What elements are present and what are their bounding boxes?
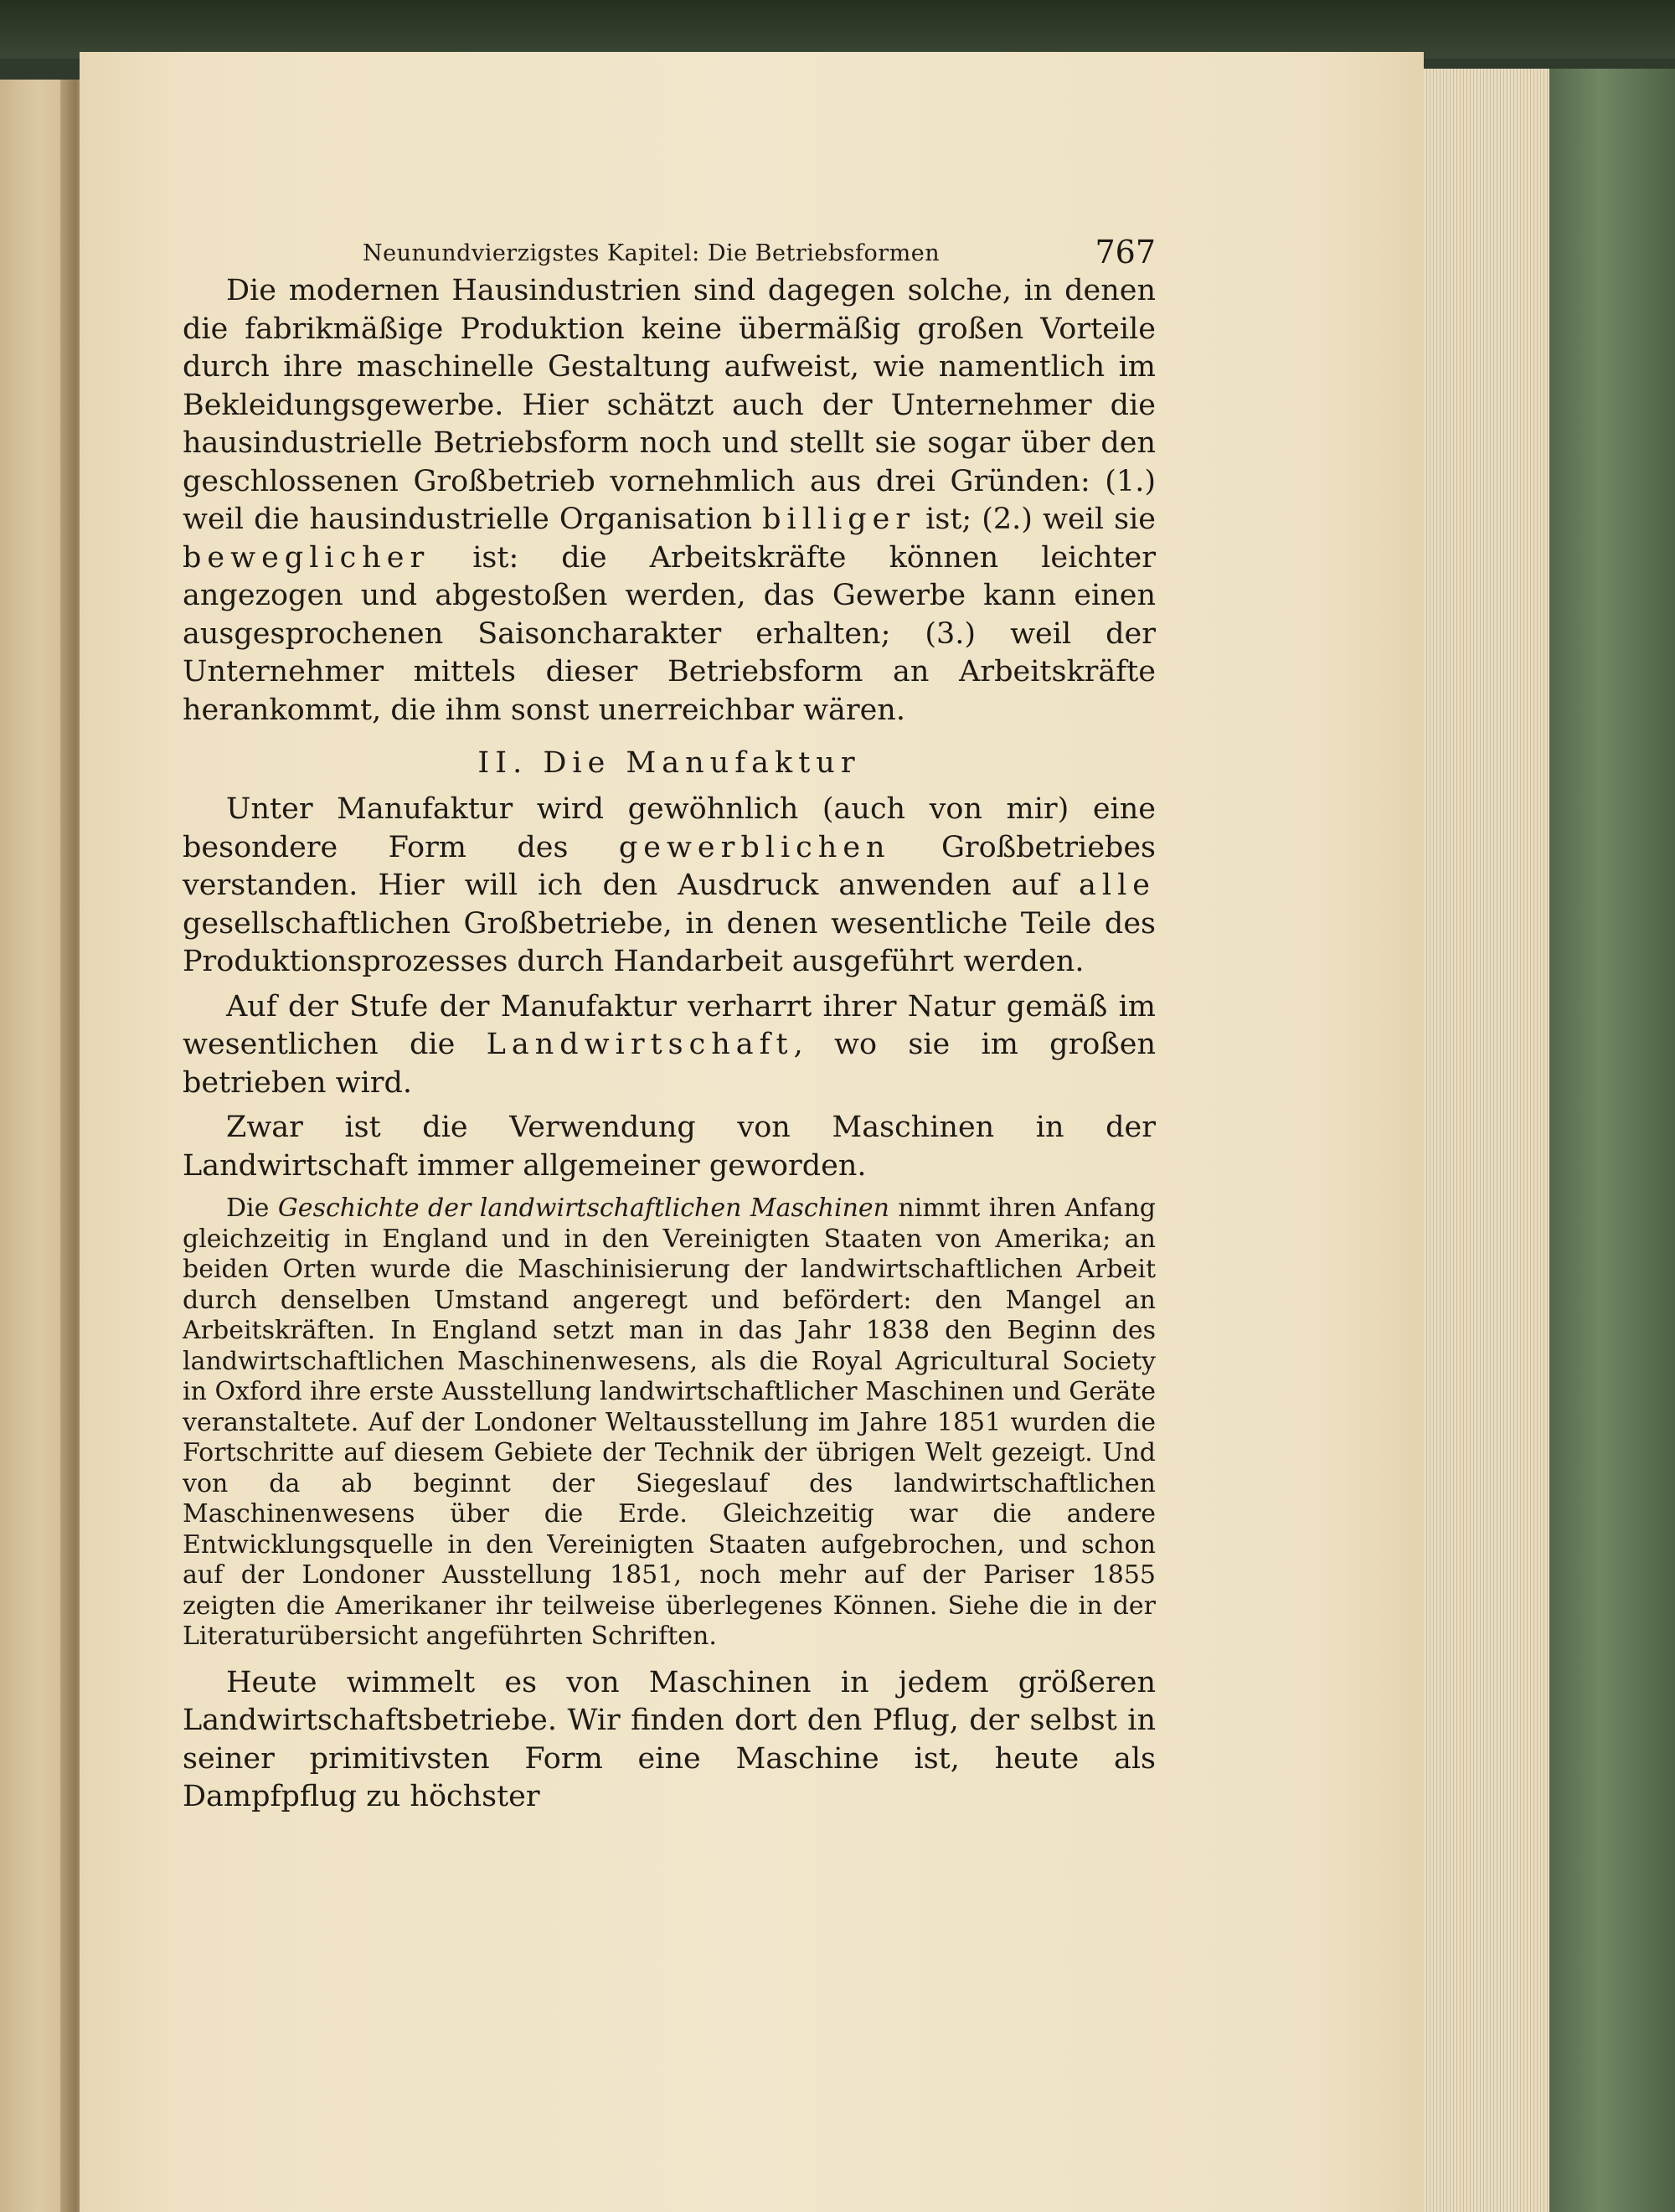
text-run: , wo sie im großen betrieben wird. <box>183 1028 1156 1100</box>
emphasis-alle: alle <box>1079 869 1156 902</box>
note-geschichte <box>183 1194 1156 1653</box>
text-run: gesellschaftlichen Großbetriebe, in denen wesentliche Teile des Produktionsprozesses durch Handarbeit ausgeführt werden. <box>183 906 1156 978</box>
paragraph-heute: Heute wimmelt es von Maschinen in jedem größeren Landwirtschaftsbetriebe. Wir finden dort den Pflug, der selbst in seiner primitivsten Form eine Maschine ist, heute als Dampfpflug zu höchster <box>183 1665 1156 1813</box>
text-run: Die modernen Hausindustrien sind dagegen solche, in denen die fabrikmäßige Produktion keine übermäßig großen Vorteile durch ihre maschinelle Gestaltung aufweist, wie namentlich im Bekleidungsgewerbe. Hier schätzt auch der Unternehmer die hausindustrielle Betriebsform noch und stellt sie sogar über den geschlossenen Großbetrieb vornehmlich aus drei Gründen: (1.) weil die hausindustrielle Organisation <box>183 274 1156 536</box>
italic-title: Geschichte der landwirtschaftlichen Maschinen <box>277 1194 889 1223</box>
paragraph-landwirtschaft <box>183 988 1156 1103</box>
text-run: nimmt ihren Anfang gleichzeitig in England und in den Vereinigten Staaten von Amerika; an beiden Orten wurde die Maschinisierung der landwirtschaftlichen Arbeit durch denselben Umstand angeregt und befördert: den Mangel an Arbeitskräften. In England setzt man in das Jahr 1838 den Beginn des landwirtschaftlichen Maschinenwesens, als die Royal Agricultural Society in Oxford ihre erste Ausstellung landwirtschaftlicher Maschinen und Geräte veranstaltete. Auf der Londoner Weltausstellung im Jahre 1851 wurden die Fortschritte auf diesem Gebiete der Technik der übrigen Welt gezeigt. Und von da ab beginnt der Siegeslauf des landwirtschaftlichen Maschinenwesens über die Erde. Gleichzeitig war die andere Entwicklungsquelle in den Vereinigten Staaten aufgebrochen, und schon auf der Londoner Ausstellung 1851, noch mehr auf der Pariser 1855 zeigten die Amerikaner ihr teilweise überlegenes Können. Siehe die in der Literaturübersicht angeführten Schriften. <box>183 1194 1156 1651</box>
emphasis-billiger: billiger <box>762 503 916 536</box>
text-run: Die <box>226 1194 278 1223</box>
text-run: ist: die Arbeitskräfte können leichter angezogen und abgestoßen werden, das Gewerbe kann einen ausgesprochenen Saisoncharakter erhalten; (3.) weil der Unternehmer mittels dieser Betriebsform an Arbeitskräfte herankommt, die ihm sonst unerreichbar wären. <box>183 540 1156 727</box>
text-run: Auf der Stufe der Manufaktur verharrt ihrer Natur gemäß im wesentlichen die <box>183 989 1156 1061</box>
text-run: Großbetriebes verstanden. Hier will ich den Ausdruck anwenden auf <box>183 830 1157 902</box>
section-heading: II. Die Manufaktur <box>477 746 861 780</box>
page-content <box>183 222 1156 1817</box>
page-number: 767 <box>1095 234 1156 271</box>
page-edges-stack <box>1424 69 1549 2212</box>
paragraph-manufaktur <box>183 791 1156 982</box>
emphasis-beweglicher: beweglicher <box>183 540 430 575</box>
paragraph-hausindustrien <box>183 272 1156 730</box>
text-run: Unter Manufaktur wird gewöhnlich (auch von mir) eine besondere Form des <box>183 792 1156 864</box>
running-title: Neunundvierzigstes Kapitel: Die Betriebsformen <box>363 240 941 266</box>
book-cover-spine <box>1549 69 1675 2212</box>
paragraph-maschinen: Zwar ist die Verwendung von Maschinen in der Landwirtschaft immer allgemeiner geworden. <box>183 1111 1156 1183</box>
running-head <box>183 222 1156 272</box>
emphasis-gewerblichen: gewerblichen <box>618 830 891 864</box>
text-run: ist; (2.) weil sie <box>915 503 1156 536</box>
book-cover-top <box>0 0 1675 59</box>
emphasis-landwirtschaft: Landwirtschaft <box>486 1028 794 1061</box>
